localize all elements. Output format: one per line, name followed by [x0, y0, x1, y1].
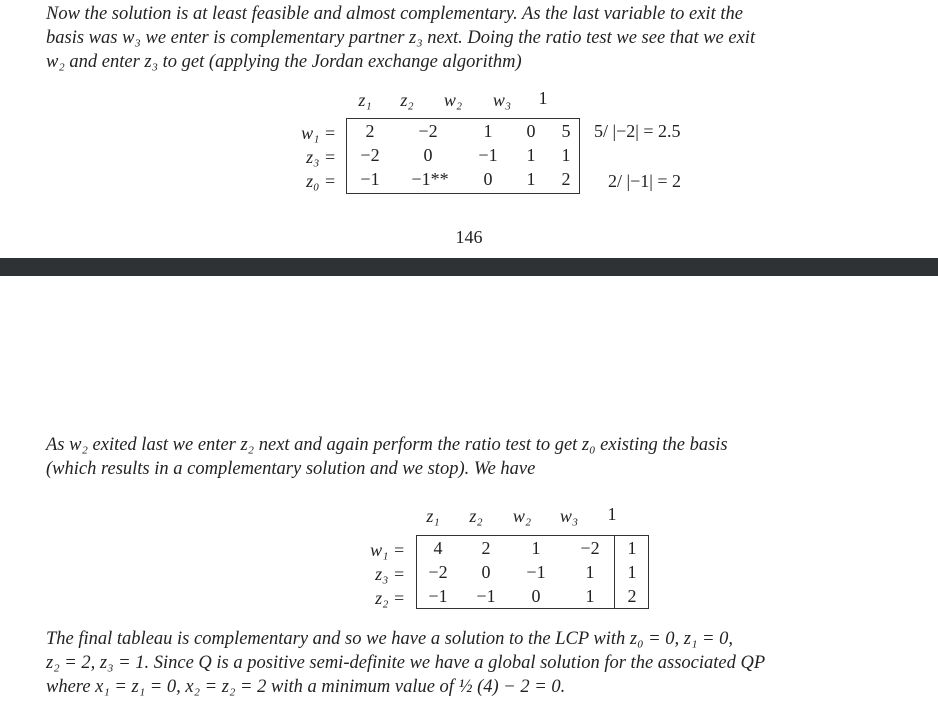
page-bottom [0, 276, 938, 712]
table-cell: 1 [483, 121, 493, 141]
row-label: w₁ = [301, 123, 336, 143]
table-cell: −1 [360, 169, 380, 189]
column-header: w₃ [492, 90, 512, 110]
paragraph-line: where x₁ = z₁ = 0, x₂ = z₂ = 2 with a minimum value of ½ (4) − 2 = 0. [46, 677, 566, 697]
table-cell: 5 [561, 121, 571, 141]
column-header: z₁ [358, 90, 372, 110]
column-header: w₂ [443, 90, 463, 110]
middle-paragraph [46, 433, 916, 481]
table-cell: 1 [627, 538, 637, 558]
table-cell: 2 [481, 538, 491, 558]
table-cell: 2 [561, 169, 571, 189]
table-cell: −2 [428, 562, 448, 582]
ratio-test: 2/ |−1| = 2 [608, 171, 682, 191]
top-paragraph [46, 2, 916, 74]
table-cell: 1 [627, 562, 637, 582]
row-label: z₀ = [306, 171, 336, 191]
column-header: 1 [538, 88, 548, 108]
table-cell: −2 [418, 121, 438, 141]
table-cell: 2 [365, 121, 375, 141]
ratio-test: 5/ |−2| = 2.5 [594, 121, 681, 141]
table-cell: 1 [585, 562, 595, 582]
column-header: 1 [607, 504, 617, 524]
table-cell: 0 [531, 586, 541, 606]
table-cell: 1 [526, 145, 536, 165]
table-cell: 1 [561, 145, 571, 165]
paragraph-line: (which results in a complementary solution and we stop). We have [46, 459, 536, 479]
row-label: z₃ = [375, 564, 405, 584]
paragraph-line: As w₂ exited last we enter z₂ next and again perform the ratio test to get z₀ existing the basis [46, 435, 728, 455]
table-cell: 1 [585, 586, 595, 606]
row-label: w₁ = [370, 540, 405, 560]
table-cell: 1 [531, 538, 541, 558]
column-header: z₁ [426, 506, 440, 526]
table-cell: 1 [526, 169, 536, 189]
table-cell: 2 [627, 586, 637, 606]
page-divider [0, 258, 938, 276]
column-header: w₃ [559, 506, 579, 526]
table-cell: 0 [481, 562, 491, 582]
bottom-paragraph [46, 627, 916, 699]
table-cell: −1 [428, 586, 448, 606]
column-header: z₂ [400, 90, 414, 110]
page-number: 146 [455, 227, 483, 247]
table-cell: 0 [526, 121, 536, 141]
row-label: z₂ = [375, 588, 405, 608]
table-cell: 4 [433, 538, 443, 558]
table-cell: −1 [478, 145, 498, 165]
table-cell: 0 [423, 145, 433, 165]
paragraph-line: Now the solution is at least feasible and almost complementary. As the last variable to exit the [46, 4, 743, 24]
table-cell: −2 [360, 145, 380, 165]
row-label: z₃ = [306, 147, 336, 167]
column-header: z₂ [469, 506, 483, 526]
table-cell: 0 [483, 169, 493, 189]
paragraph-line: w₂ and enter z₃ to get (applying the Jordan exchange algorithm) [46, 52, 522, 72]
column-header: w₂ [512, 506, 532, 526]
table-cell: −1 [476, 586, 496, 606]
table-cell: −2 [580, 538, 600, 558]
page-top [0, 0, 938, 258]
table-cell: −1 [526, 562, 546, 582]
paragraph-line: The final tableau is complementary and so we have a solution to the LCP with z₀ = 0, z₁ = 0, [46, 629, 734, 649]
paragraph-line: z₂ = 2, z₃ = 1. Since Q is a positive semi-definite we have a global solution for the associated QP [46, 653, 766, 673]
table-cell: −1** [411, 169, 449, 189]
paragraph-line: basis was w₃ we enter is complementary partner z₃ next. Doing the ratio test we see that we exit [46, 28, 756, 48]
